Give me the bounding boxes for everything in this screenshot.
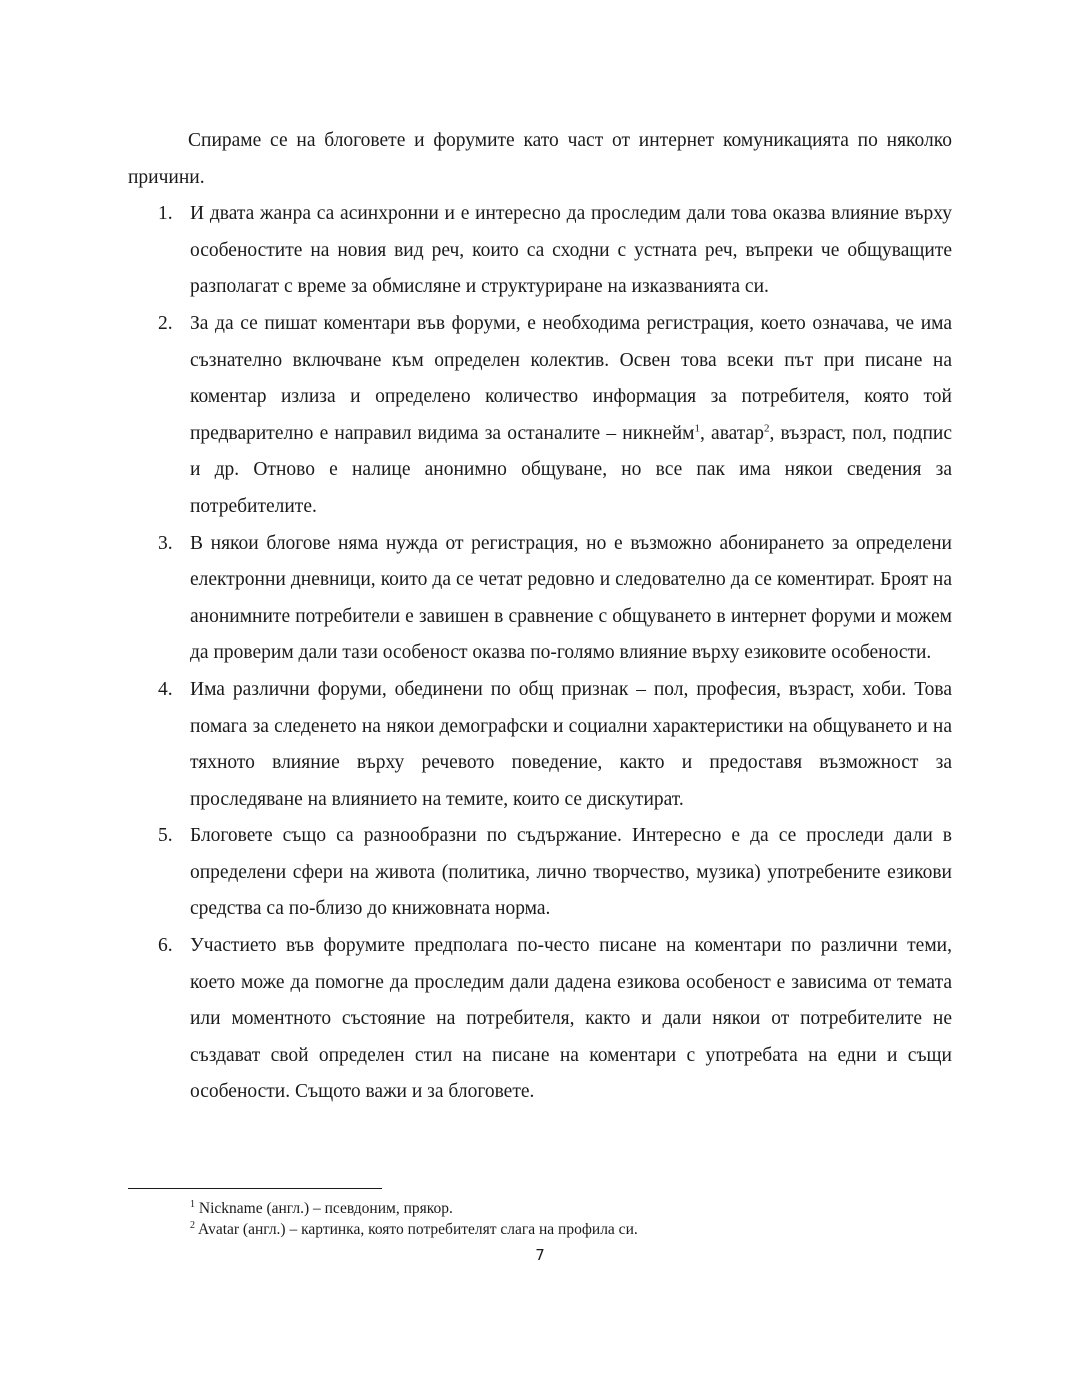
- list-item-text: Блоговете също са разнообразни по съдържание. Интересно е да се проследи дали в определени сфери на живота (политика, лично творчество, музика) употребените езикови средства са по-близо до книжовната норма.: [190, 825, 952, 920]
- list-item: [128, 306, 952, 526]
- list-item: [128, 196, 952, 306]
- footnote-text: Avatar (англ.) – картинка, която потребителят слага на профила си.: [195, 1221, 638, 1238]
- list-item-text: , възраст, пол, подпис и др. Отново е налице анонимно общуване, но все пак има някои сведения за потребителите.: [190, 422, 953, 517]
- list-item-text: И двата жанра са асинхронни и е интересно да проследим дали това оказва влияние върху особеностите на новия вид реч, които са сходни с устната реч, въпреки че общуващите разполагат с време за обмисляне и структуриране на изказванията си.: [190, 203, 952, 298]
- footnotes: [190, 1198, 950, 1240]
- list-item-number: 3.: [158, 532, 173, 554]
- footnote-ref-2[interactable]: 2: [763, 422, 770, 435]
- list-item-text: Има различни форуми, обединени по общ признак – пол, професия, възраст, хоби. Това помага за следенето на някои демографски и социални характеристики на общуването и на тяхното влияние върху речевото поведение, както и предоставя възможност за проследяване на влиянието на темите, които се дискутират.: [190, 678, 952, 810]
- list-item-number: 2.: [158, 312, 173, 334]
- list-item-number: 1.: [158, 203, 173, 225]
- footnote-ref-1[interactable]: 1: [694, 422, 700, 435]
- list-item: [128, 928, 952, 1111]
- list-item-number: 4.: [158, 678, 173, 700]
- list-item-text: В някои блогове няма нужда от регистрация, но е възможно абонирането за определени електронни дневници, които да се четат редовно и следователно да се коментират. Броят на анонимните потребители е завишен в сравнение с общуването в интернет форуми и можем да проверим дали тази особеност оказва по-голямо влияние върху езиковите особености.: [190, 532, 952, 664]
- list-item-number: 5.: [158, 825, 173, 847]
- footnote-1: [190, 1198, 950, 1219]
- list-item-text: Участието във форумите предполага по-често писане на коментари по различни теми, което може да помогне да проследим дали дадена езикова особеност е зависима от темата или моментното състояние на потребителя, както и дали някои от потребителите не създават свой определен стил на писане на коментари с употребата на едни и същи особености. Същото важи и за блоговете.: [190, 935, 952, 1103]
- list-item-number: 6.: [158, 935, 173, 957]
- list-item-text: За да се пишат коментари във форуми, е необходима регистрация, което означава, че има съзнателно включване към определен колектив. Освен това всеки път при писане на коментар излиза и определено количество информация за потребителя, която той предварително е направил видима за останалите – никнейм: [190, 312, 952, 444]
- footnote-number: 1: [190, 1198, 195, 1210]
- list-item-text: , аватар: [699, 422, 764, 444]
- list-item: [128, 818, 952, 928]
- intro-paragraph: Спираме се на блоговете и форумите като част от интернет комуникацията по няколко причини.: [128, 130, 952, 188]
- footnote-number: 2: [190, 1219, 195, 1231]
- list-item: [128, 672, 952, 818]
- body-text: [128, 123, 952, 1111]
- footnote-separator: [128, 1188, 382, 1189]
- page-number: 7: [535, 1246, 545, 1264]
- footnote-2: [190, 1219, 950, 1240]
- reasons-list: [128, 196, 952, 1111]
- footnote-text: Nickname (англ.) – псевдоним, прякор.: [195, 1200, 453, 1217]
- list-item: [128, 526, 952, 672]
